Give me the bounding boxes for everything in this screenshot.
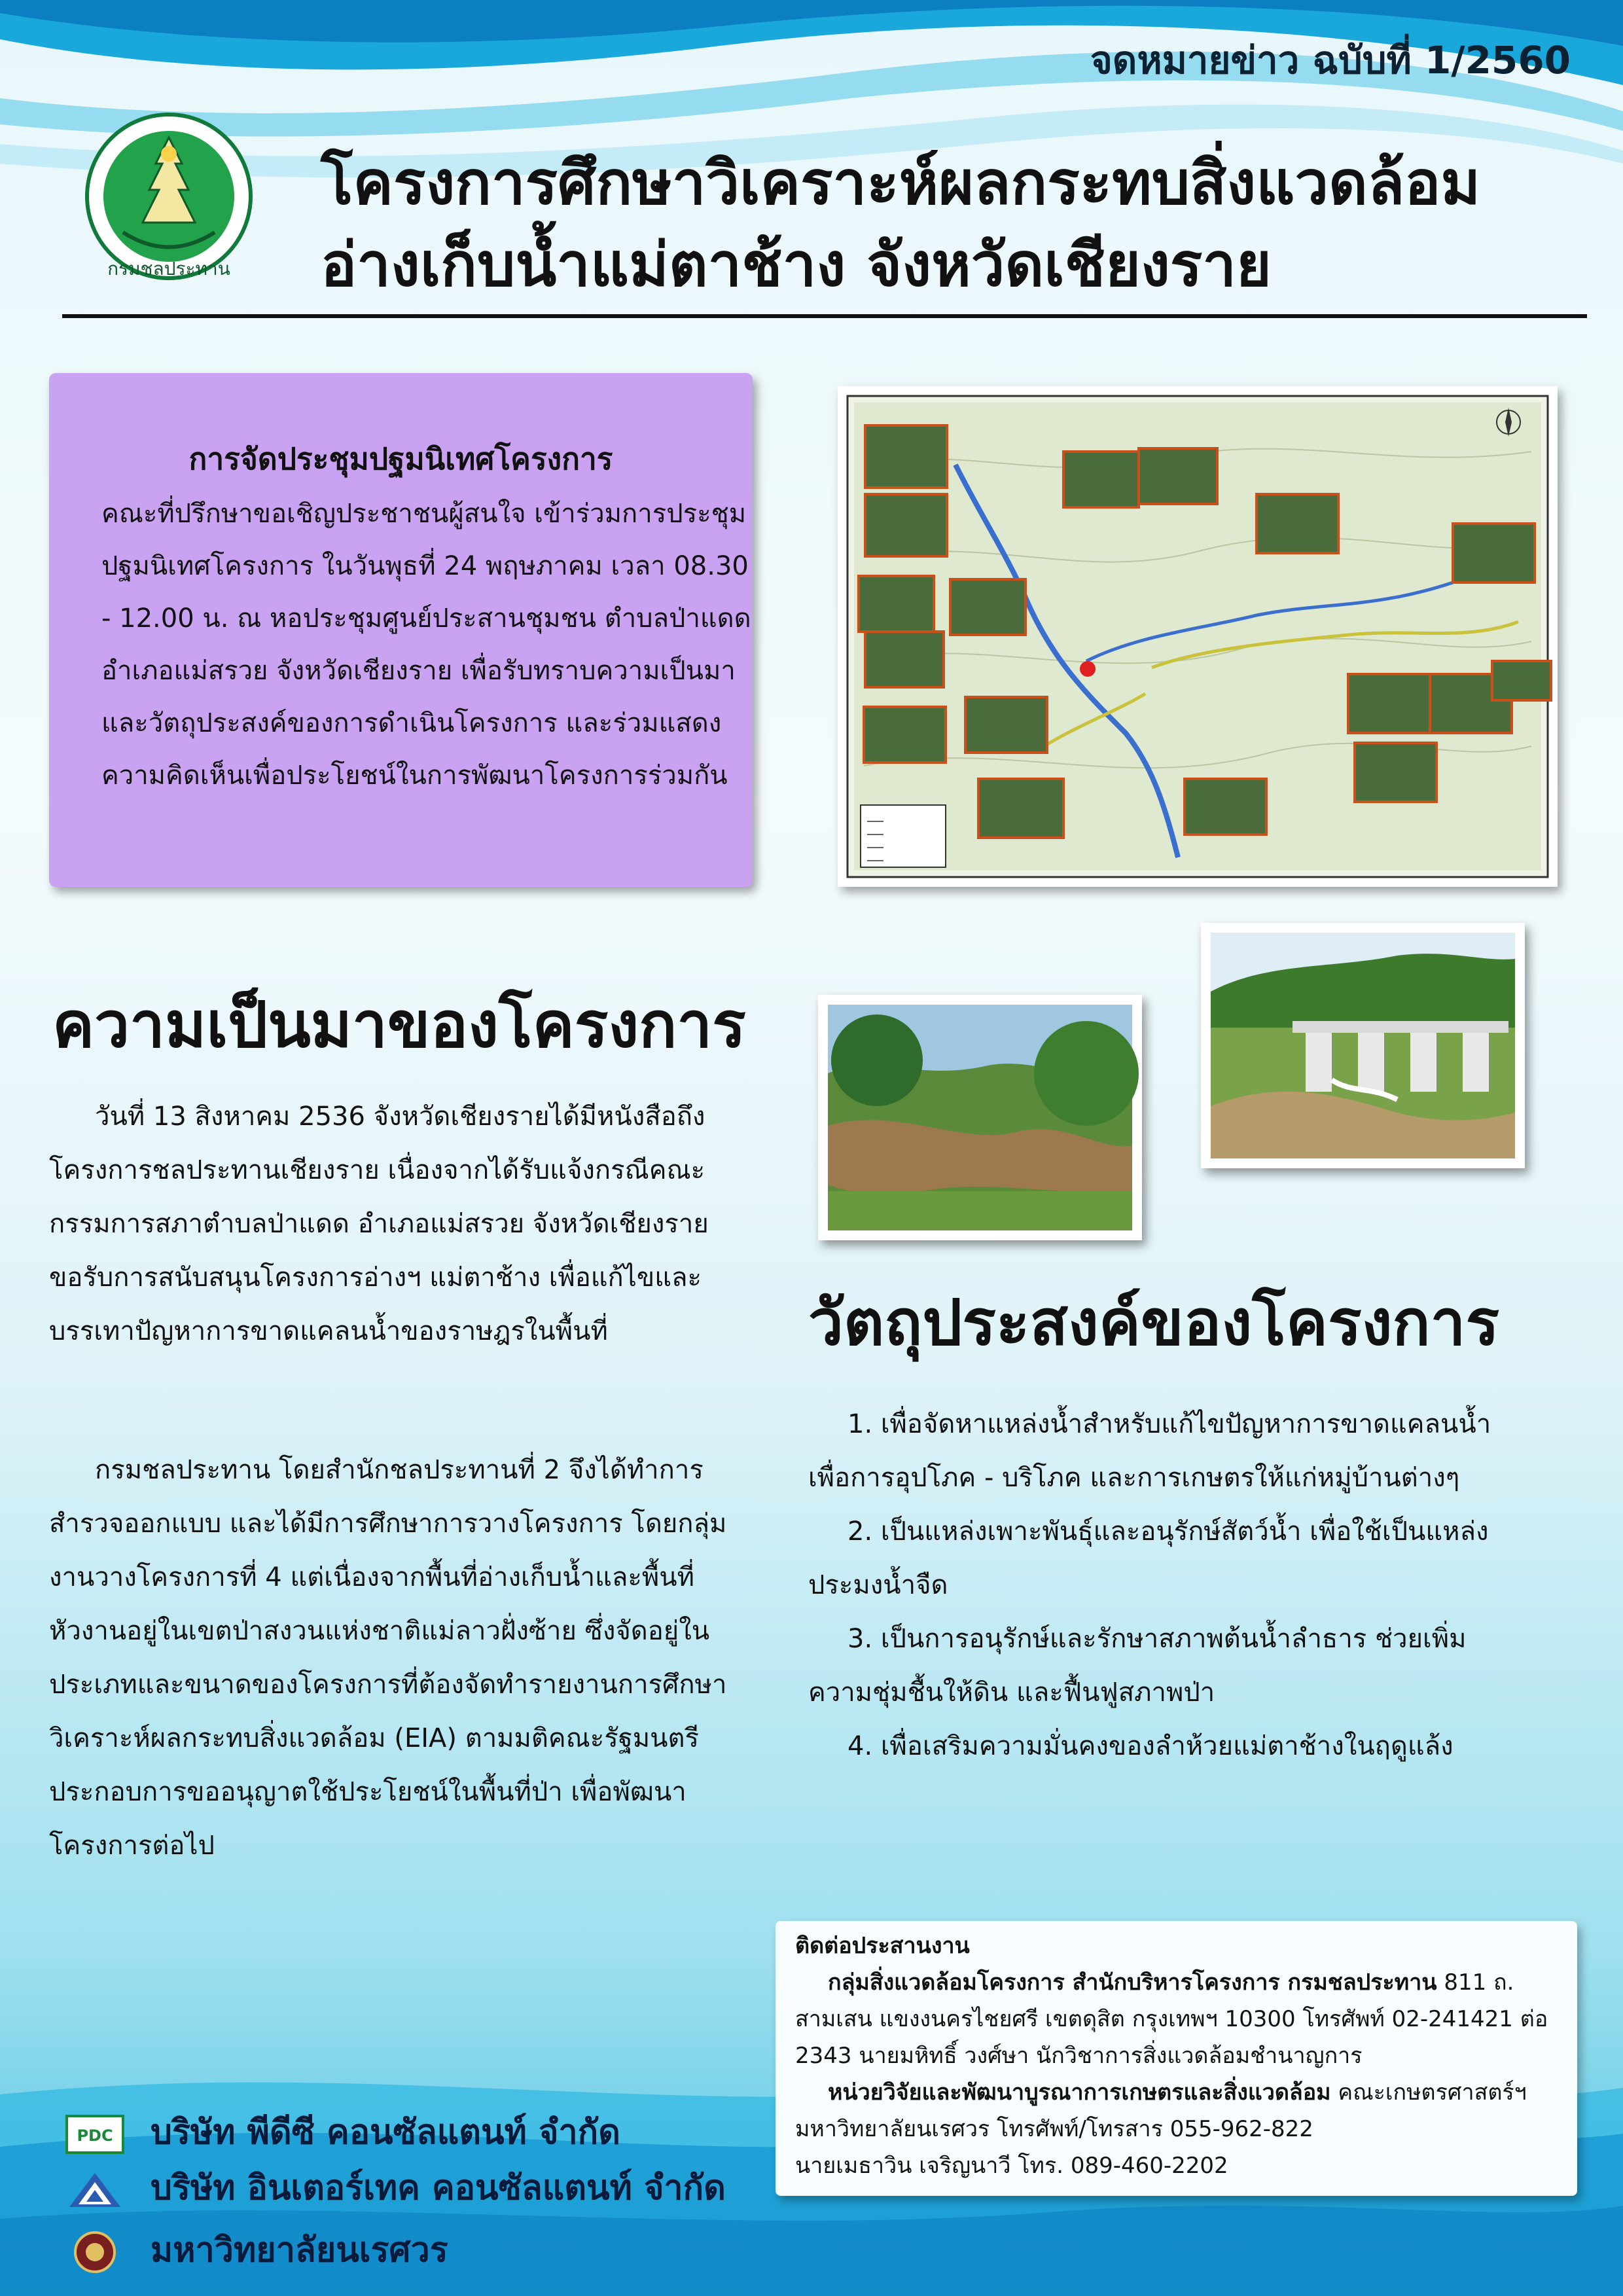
meeting-body: คณะที่ปรึกษาขอเชิญประชาชนผู้สนใจ เข้าร่วมการประชุมปฐมนิเทศโครงการ ในวันพุธที่ 24 พฤษภาคม เวลา 08.30 - 12.00 น. ณ หอประชุมศูนย์ประสานชุมชน ตำบลป่าแดด อำเภอแม่สรวย จังหวัดเชียงราย เพื่อรับทราบความเป็นมาและวัตถุประสงค์ของการดำเนินโครงการ และร่วมแสดงความคิดเห็นเพื่อประโยชน์ในการพัฒนาโครงการร่วมกัน bbox=[101, 499, 751, 791]
contact-heading: ติดต่อประสานงาน bbox=[795, 1933, 970, 1959]
project-area-map bbox=[838, 386, 1558, 887]
contact-org-2-details: คณะเกษตรศาสตร์ฯ มหาวิทยาลัยนเรศวร โทรศัพท์/โทรสาร 055-962-822 bbox=[795, 2079, 1527, 2142]
company-name: มหาวิทยาลัยนเรศวร bbox=[151, 2231, 448, 2270]
naresuan-university-logo-icon bbox=[65, 2229, 124, 2275]
history-paragraph-2: กรมชลประทาน โดยสำนักชลประทานที่ 2 จึงได้ทำการสำรวจออกแบบ และได้มีการศึกษาการวางโครงการ โดยกลุ่มงานวางโครงการที่ 4 แต่เนื่องจากพื้นที่อ่างเก็บน้ำและพื้นที่หัวงานอยู่ในเขตป่าสงวนแห่งชาติแม่ลาวฝั่งซ้าย ซึ่งจัดอยู่ในประเภทและขนาดของโครงการที่ต้องจัดทำรายงานการศึกษาวิเคราะห์ผลกระทบสิ่งแวดล้อม (EIA) ตามมติคณะรัฐมนตรี ประกอบการขออนุญาตใช้ประโยชน์ในพื้นที่ป่า เพื่อพัฒนาโครงการต่อไป bbox=[49, 1455, 727, 1861]
objective-item: 2. เป็นแหล่งเพาะพันธุ์และอนุรักษ์สัตว์น้ำ เพื่อใช้เป็นแหล่งประมงน้ำจืด bbox=[808, 1516, 1489, 1600]
company-pdc bbox=[65, 2104, 620, 2159]
title-divider bbox=[62, 314, 1587, 318]
svg-text:PDC: PDC bbox=[77, 2126, 113, 2145]
contact-box bbox=[776, 1921, 1577, 2196]
weir-dam-photo bbox=[1201, 923, 1525, 1168]
objectives-heading: วัตถุประสงค์ของโครงการ bbox=[808, 1286, 1500, 1359]
contact-org-1-name: กลุ่มสิ่งแวดล้อมโครงการ สำนักบริหารโครงการ กรมชลประทาน bbox=[828, 1969, 1437, 1996]
svg-text:กรมชลประทาน: กรมชลประทาน bbox=[107, 258, 230, 279]
objective-item: 1. เพื่อจัดหาแหล่งน้ำสำหรับแก้ไขปัญหาการขาดแคลนน้ำเพื่อการอุปโภค - บริโภค และการเกษตรให้แก่หมู่บ้านต่างๆ bbox=[808, 1409, 1491, 1493]
pdc-logo-icon bbox=[65, 2115, 124, 2154]
intertech-logo-icon bbox=[65, 2170, 124, 2210]
contact-org-1-details: 811 ถ. สามเสน แขงงนครไชยศรี เขตดุสิต กรุงเทพฯ 10300 โทรศัพท์ 02-241421 ต่อ 2343 นายมหิทธิ์ วงศ์ษา นักวิชาการสิ่งแวดล้อมชำนาญการ bbox=[795, 1969, 1548, 2069]
page-title-line1: โครงการศึกษาวิเคราะห์ผลกระทบสิ่งแวดล้อม bbox=[321, 148, 1481, 218]
history-paragraph-1: วันที่ 13 สิงหาคม 2536 จังหวัดเชียงรายได้มีหนังสือถึงโครงการชลประทานเชียงราย เนื่องจากได้รับแจ้งกรณีคณะกรรมการสภาตำบลป่าแดด อำเภอแม่สรวย จังหวัดเชียงราย ขอรับการสนับสนุนโครงการอ่างฯ แม่ตาช้าง เพื่อแก้ไขและบรรเทาปัญหาการขาดแคลนน้ำของราษฎรในพื้นที่ bbox=[49, 1102, 709, 1346]
objective-item: 3. เป็นการอนุรักษ์และรักษาสภาพต้นน้ำลำธาร ช่วยเพิ่มความชุ่มชื้นให้ดิน และฟื้นฟูสภาพป่า bbox=[808, 1624, 1467, 1708]
company-naresuan bbox=[65, 2222, 448, 2276]
history-heading: ความเป็นมาของโครงการ bbox=[52, 988, 746, 1062]
meeting-title: การจัดประชุมปฐมนิเทศโครงการ bbox=[188, 441, 613, 476]
page-title-line2: อ่างเก็บน้ำแม่ตาช้าง จังหวัดเชียงราย bbox=[321, 230, 1272, 300]
contact-person: นายเมธาวิน เจริญนาวี โทร. 089-460-2202 bbox=[795, 2153, 1228, 2179]
company-name: บริษัท อินเตอร์เทค คอนซัลแตนท์ จำกัด bbox=[151, 2168, 726, 2208]
company-name: บริษัท พีดีซี คอนซัลแตนท์ จำกัด bbox=[151, 2113, 620, 2152]
meeting-announcement-box bbox=[49, 373, 753, 887]
newsletter-issue: จดหมายข่าว ฉบับที่ 1/2560 bbox=[1090, 38, 1571, 82]
contact-org-1 bbox=[795, 1964, 1567, 2074]
objectives-list bbox=[808, 1397, 1528, 1773]
royal-irrigation-department-logo bbox=[84, 111, 254, 281]
stream-photo bbox=[818, 995, 1142, 1240]
contact-org-2-name: หน่วยวิจัยและพัฒนาบูรณาการเกษตรและสิ่งแวดล้อม bbox=[828, 2079, 1331, 2106]
objective-item: 4. เพื่อเสริมความมั่นคงของลำห้วยแม่ตาช้างในฤดูแล้ง bbox=[847, 1731, 1454, 1761]
contact-org-2 bbox=[795, 2074, 1567, 2147]
company-intertech bbox=[65, 2160, 726, 2214]
